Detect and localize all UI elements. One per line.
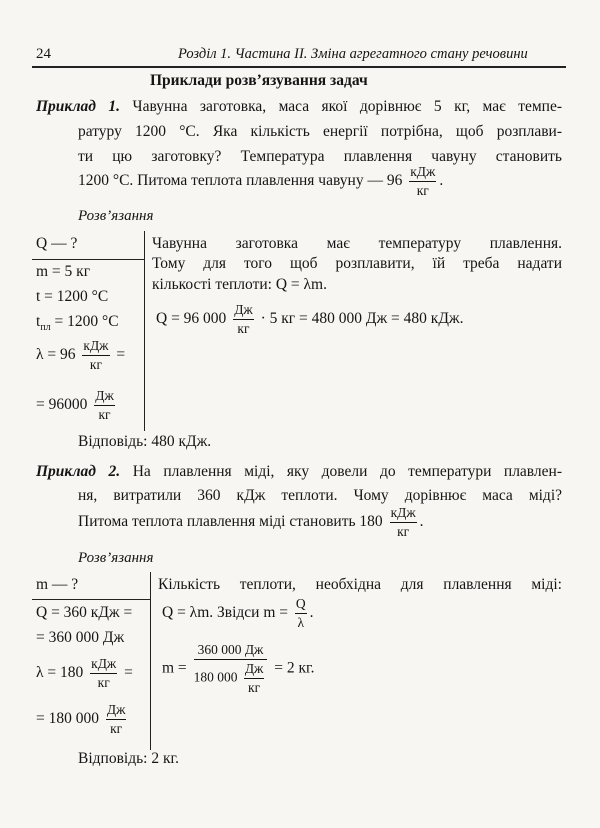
given-separator: [150, 572, 151, 750]
example1-solution-line2: Тому для того щоб розплавити, їй треба надати: [152, 255, 562, 272]
example2-solution-line1: Кількість теплоти, необхідна для плавлення міді:: [158, 576, 562, 593]
example2-unknown: m — ?: [36, 576, 79, 593]
example1-unknown: Q — ?: [36, 235, 78, 252]
example2-solution-label: Розв’язання: [78, 550, 154, 566]
given-heat: Q = 360 кДж =: [36, 604, 133, 621]
given-lambda-si: = 180 000 $\frac{Дж}{кг}$: [36, 702, 126, 736]
fraction-kj-per-kg: $\frac{\text{кДж}}{кг}$: [390, 505, 416, 539]
given-mass: m = 5 кг: [36, 263, 91, 280]
given-lambda: λ = 96 $\frac{\text{кДж}}{кг}$ =: [36, 338, 126, 372]
example2-formula: m = 360 000 Дж 180 000 $\frac{Дж}{кг}$ = 2 кг.: [162, 642, 315, 695]
given-divider: [32, 259, 144, 260]
given-separator: [144, 231, 145, 431]
example2-label: Приклад 2.: [36, 463, 121, 480]
given-temperature: t = 1200 °С: [36, 288, 109, 305]
given-melting-temperature: $t_{пл} = 1200$ °С: [36, 313, 119, 334]
fraction-kj-per-kg: $\frac{\text{кДж}}{кг}$: [410, 164, 436, 198]
header-rule: [32, 66, 566, 68]
example1-line2: ратуру 1200 °С. Яка кількість енергії потрібна, щоб розплави-: [78, 123, 562, 140]
running-title: Розділ 1. Частина II. Зміна агрегатного стану речовини: [178, 46, 528, 62]
example2-line1: Приклад 2. На плавлення міді, яку довели до температури плавлен-: [36, 463, 562, 480]
example1-line1: Приклад 1. Чавунна заготовка, маса якої дорівнює 5 кг, має темпе-: [36, 98, 563, 115]
example2-line3: Питома теплота плавлення міді становить 180 $\frac{\text{кДж}}{кг}$ .: [78, 505, 424, 539]
example1-solution-line1: Чавунна заготовка має температуру плавлення.: [152, 235, 562, 252]
example2-solution-line2: Q = λm. Звідси m = $\frac{Q}{\lambda}$ .: [162, 596, 314, 630]
example1-label: Приклад 1.: [36, 98, 121, 115]
example1-line3: ти цю заготовку? Температура плавлення чавуну становить: [78, 148, 562, 165]
page-number: 24: [36, 46, 51, 62]
given-lambda: λ = 180 $\frac{\text{кДж}}{кг}$ =: [36, 656, 133, 690]
example2-answer: Відповідь: 2 кг.: [78, 750, 179, 767]
given-lambda-si: = 96000 $\frac{Дж}{кг}$: [36, 388, 114, 422]
example1-solution-label: Розв’язання: [78, 208, 154, 224]
given-divider: [32, 599, 150, 600]
example1-answer: Відповідь: 480 кДж.: [78, 433, 212, 450]
section-title: Приклади розв’язування задач: [150, 72, 368, 89]
example2-line2: ня, витратили 360 кДж теплоти. Чому дорівнює маса міді?: [78, 487, 562, 504]
example1-line4: 1200 °С. Питома теплота плавлення чавуну — 96 $\frac{\text{кДж}}{кг}$ .: [78, 164, 444, 198]
given-heat-si: = 360 000 Дж: [36, 629, 125, 646]
example1-solution-line3: кількості теплоти: Q = λm.: [152, 276, 327, 293]
example1-formula: Q = 96 000 $\frac{Дж}{кг}$ · 5 кг = 480 000 Дж = 480 кДж.: [156, 302, 464, 336]
